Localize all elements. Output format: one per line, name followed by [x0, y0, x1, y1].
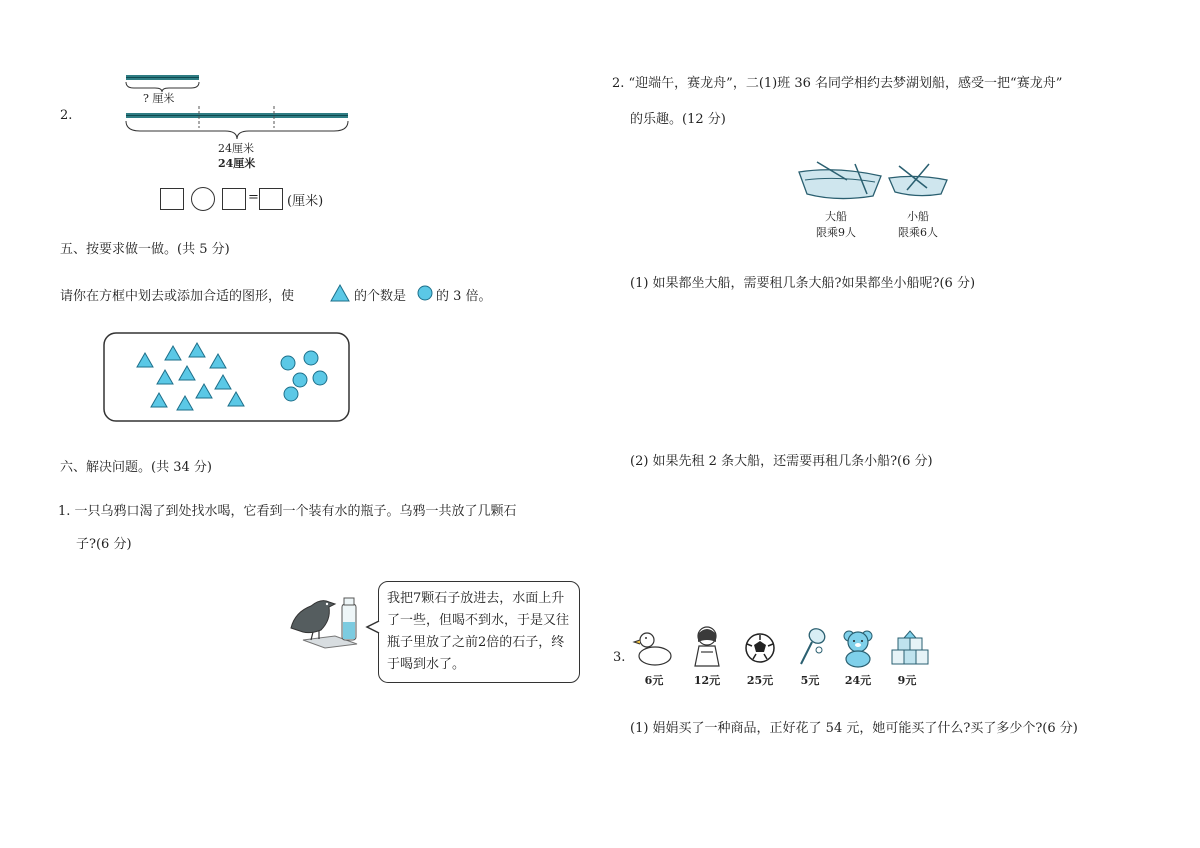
section-5-prompt-b: 的个数是	[354, 289, 407, 304]
doll-icon	[690, 624, 724, 670]
section-6-title: 六、解决问题。(共 34 分)	[60, 460, 212, 475]
big-boat-name: 大船	[825, 210, 847, 223]
bar-bottom-label: 24厘米	[218, 142, 254, 155]
big-boat-icon	[797, 158, 883, 204]
bar-top-label: ? 厘米	[143, 92, 175, 105]
bubble-tail	[366, 620, 380, 634]
circle-shape	[281, 356, 295, 370]
small-boat-icon	[887, 160, 949, 200]
racket-icon	[797, 626, 829, 668]
triangle-shape	[137, 353, 153, 367]
section-5-title: 五、按要求做一做。(共 5 分)	[60, 242, 230, 257]
price-label: 25元	[746, 674, 774, 687]
section-5-prompt-c: 的 3 倍。	[436, 289, 492, 304]
small-boat-name: 小船	[907, 210, 929, 223]
question-number: 2.	[60, 108, 73, 123]
price-label: 6元	[644, 674, 664, 687]
price-label: 12元	[693, 674, 721, 687]
triangle-shape	[177, 396, 193, 410]
question-2-line-1: 2. “迎端午，赛龙舟”，二(1)班 36 名同学相约去梦湖划船，感受一把“赛龙舟”	[612, 76, 1063, 91]
price-label: 9元	[897, 674, 917, 687]
circle-shape	[304, 351, 318, 365]
triangle-shape	[157, 370, 173, 384]
question-2-sub-1: (1) 如果都坐大船，需要租几条大船?如果都坐小船呢?(6 分)	[630, 276, 976, 291]
speech-bubble: 我把7颗石子放进去，水面上升了一些，但喝不到水，于是又往瓶子里放了之前2倍的石子，终于喝到水了。	[378, 581, 580, 683]
teddy-bear-icon	[841, 628, 875, 668]
triangle-shape	[189, 343, 205, 357]
price-label: 5元	[800, 674, 820, 687]
triangle-shape	[165, 346, 181, 360]
crow-illustration	[285, 590, 365, 650]
circle-shape	[313, 371, 327, 385]
question-2-sub-2: (2) 如果先租 2 条大船，还需要再租几条小船?(6 分)	[630, 454, 933, 469]
question-1-line-1: 1. 一只乌鸦口渴了到处找水喝，它看到一个装有水的瓶子。乌鸦一共放了几颗石	[58, 504, 517, 519]
question-number: 3.	[613, 650, 626, 665]
unit-label: (厘米)	[287, 194, 324, 209]
price-label: 24元	[844, 674, 872, 687]
circle-shape	[284, 387, 298, 401]
circle-shape	[293, 373, 307, 387]
triangle-shape	[196, 384, 212, 398]
soccer-ball-icon	[744, 632, 776, 664]
big-boat-limit: 限乘9人	[816, 226, 856, 239]
duck-icon	[633, 628, 675, 668]
triangle-shape	[228, 392, 244, 406]
question-1-line-2: 子?(6 分)	[76, 537, 132, 552]
triangle-shape	[179, 366, 195, 380]
section-5-prompt-a: 请你在方框中划去或添加合适的图形，使	[60, 289, 295, 304]
bar-bottom-label-bold: 24厘米	[218, 157, 256, 170]
triangle-shape	[215, 375, 231, 389]
question-3-sub-1: (1) 娟娟买了一种商品，正好花了 54 元，她可能买了什么?买了多少个?(6 分)	[630, 721, 1078, 736]
equals-sign: =	[248, 190, 259, 205]
toy-blocks-icon	[890, 630, 930, 668]
triangle-shape	[210, 354, 226, 368]
small-boat-limit: 限乘6人	[898, 226, 938, 239]
question-2-line-2: 的乐趣。(12 分)	[630, 112, 726, 127]
triangle-shape	[151, 393, 167, 407]
